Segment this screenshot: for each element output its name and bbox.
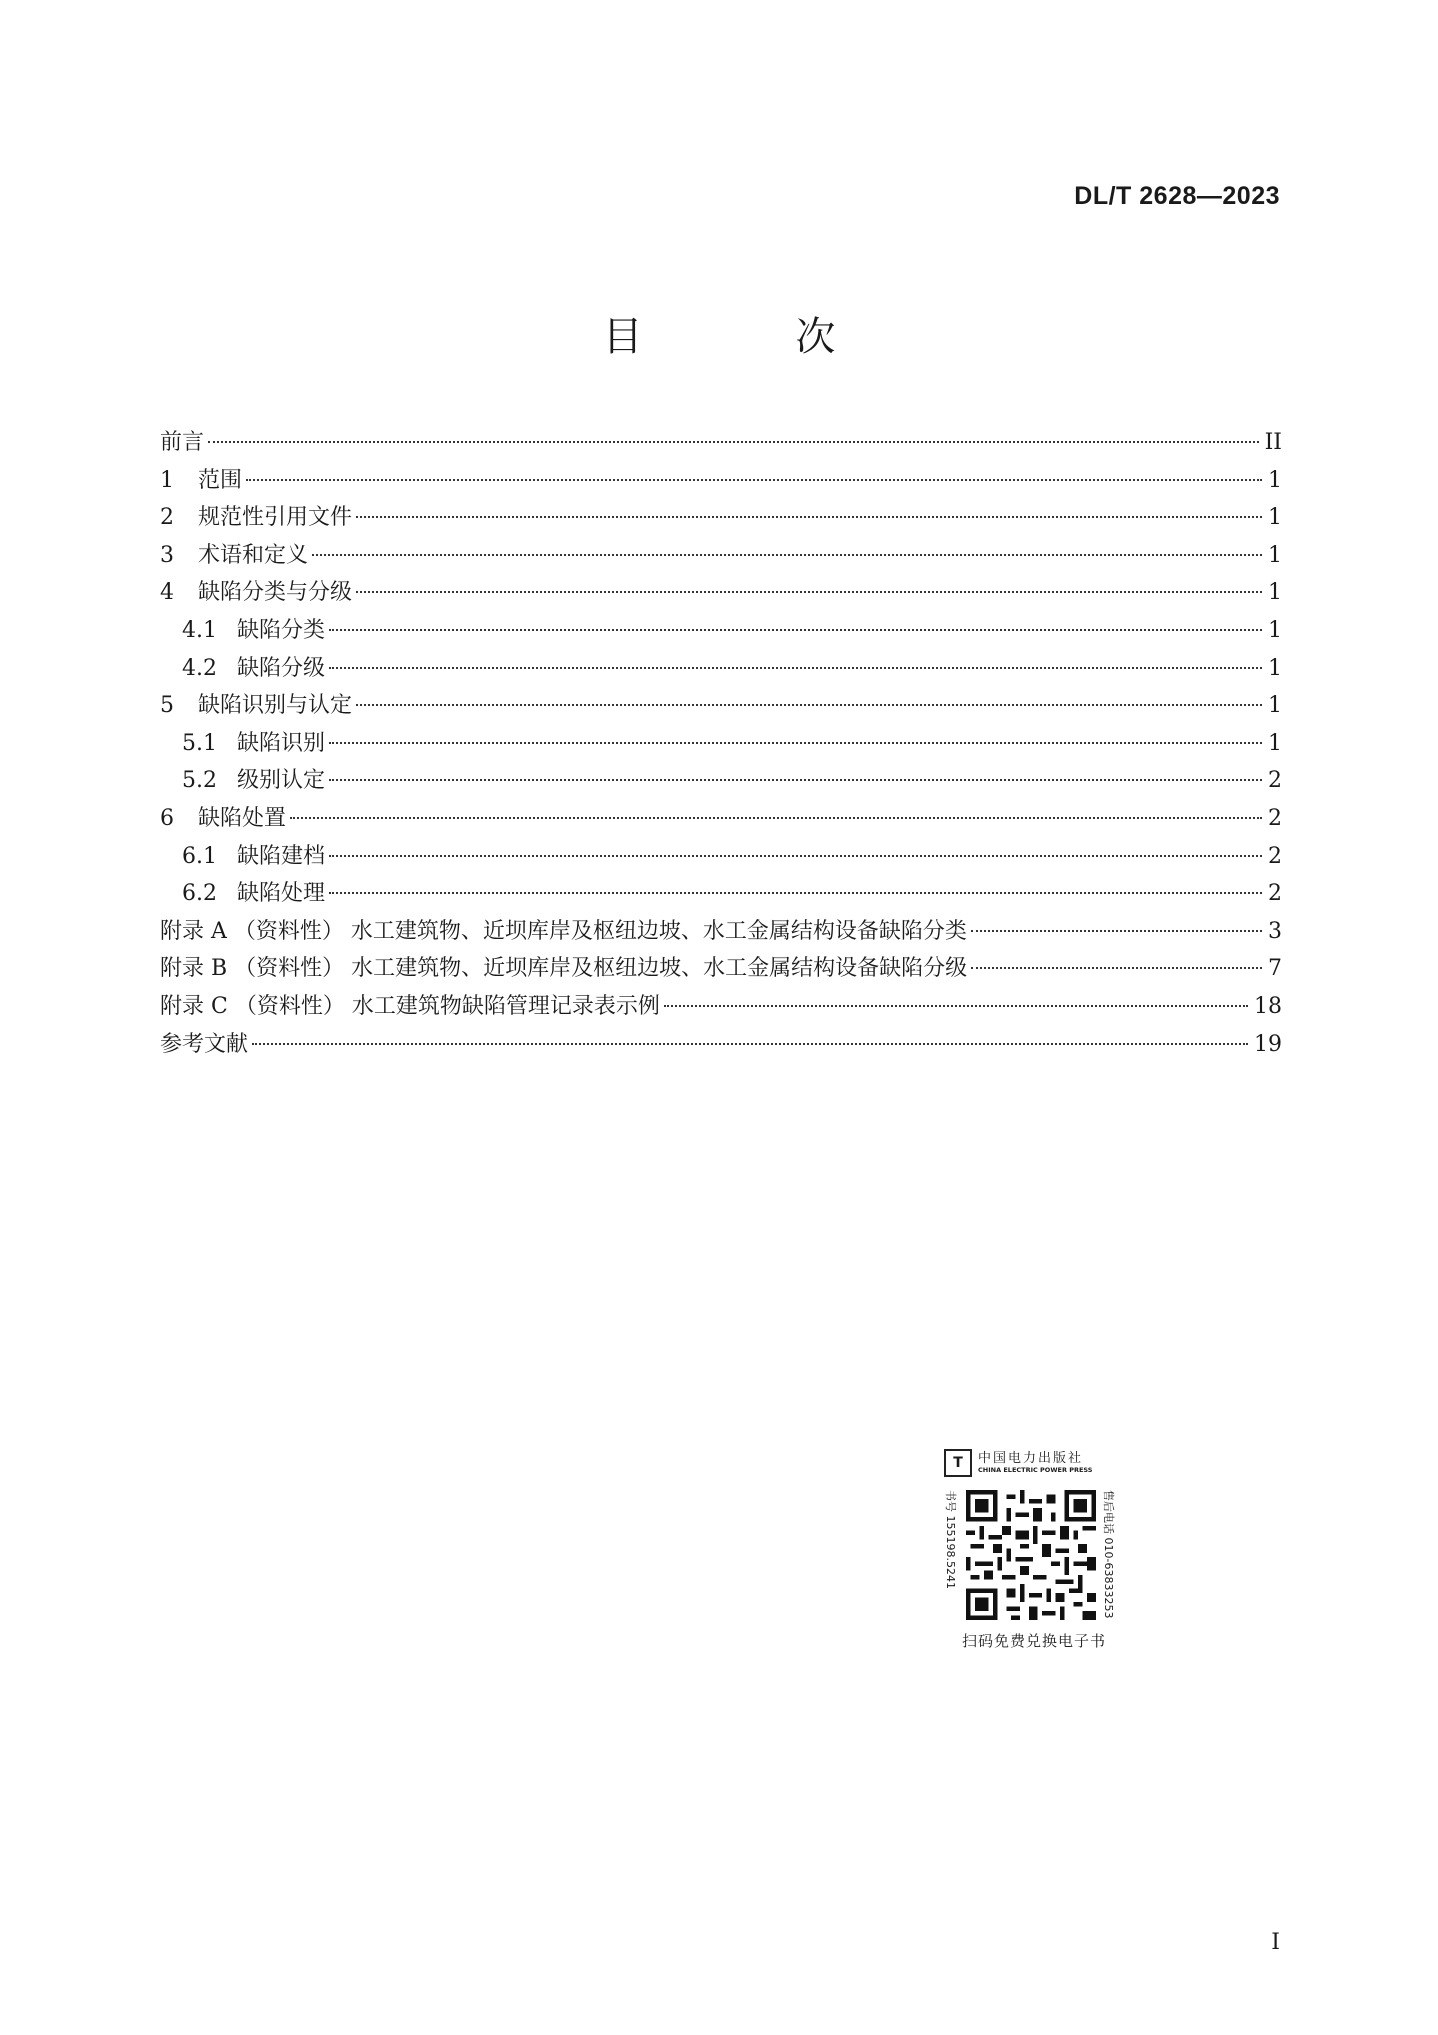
toc-entry-label: 缺陷处置 xyxy=(198,805,287,831)
toc-entry[interactable] xyxy=(160,1026,1282,1064)
toc-leader-dots xyxy=(329,629,1262,631)
toc-entry[interactable] xyxy=(160,462,1282,500)
toc-leader-dots xyxy=(356,516,1262,518)
page-title: 目 次 xyxy=(602,314,906,360)
toc-leader-dots xyxy=(312,554,1262,556)
toc-entry-label: 前言 xyxy=(160,430,205,455)
toc-entry[interactable] xyxy=(160,499,1282,537)
toc-entry[interactable] xyxy=(160,650,1282,688)
toc-entry-page: 1 xyxy=(1268,655,1282,681)
toc-entry-page: 2 xyxy=(1268,805,1282,831)
toc-leader-dots xyxy=(208,441,1259,443)
toc-entry[interactable] xyxy=(160,913,1282,951)
standard-number: DL/T 2628—2023 xyxy=(1074,182,1280,210)
toc-entry-number: 1 xyxy=(160,467,174,493)
toc-entry-label: 缺陷识别 xyxy=(237,730,326,756)
toc-leader-dots xyxy=(329,742,1262,744)
toc-entry[interactable] xyxy=(160,950,1282,988)
toc-entry-label: 级别认定 xyxy=(237,768,326,794)
toc-entry[interactable] xyxy=(160,800,1282,838)
toc-entry-page: 7 xyxy=(1268,956,1282,982)
table-of-contents xyxy=(160,424,1282,1063)
toc-entry[interactable] xyxy=(160,574,1282,612)
toc-leader-dots xyxy=(664,1005,1248,1007)
book-number: 书号 155198.5241 xyxy=(944,1490,957,1589)
toc-entry-number: 4.1 xyxy=(182,617,217,643)
toc-entry[interactable] xyxy=(160,424,1282,462)
toc-entry-number: 6.2 xyxy=(182,881,217,907)
toc-entry-page: 2 xyxy=(1268,843,1282,869)
qr-code-icon[interactable] xyxy=(966,1490,1096,1620)
toc-entry-page: II xyxy=(1264,430,1282,455)
toc-leader-dots xyxy=(246,479,1262,481)
publisher-logo xyxy=(944,1446,1124,1480)
toc-entry[interactable] xyxy=(160,988,1282,1026)
toc-entry-page: 2 xyxy=(1268,881,1282,907)
toc-entry[interactable] xyxy=(160,875,1282,913)
toc-leader-dots xyxy=(329,667,1262,669)
publisher-name-cn: 中国电力出版社 xyxy=(978,1451,1084,1467)
qr-caption: 扫码免费兑换电子书 xyxy=(961,1632,1106,1650)
toc-entry-number: 3 xyxy=(160,542,174,568)
toc-entry[interactable] xyxy=(160,838,1282,876)
toc-entry[interactable] xyxy=(160,612,1282,650)
toc-entry-page: 1 xyxy=(1268,693,1282,719)
toc-leader-dots xyxy=(329,779,1262,781)
toc-entry-label: 范围 xyxy=(198,467,243,493)
toc-entry-page: 1 xyxy=(1268,467,1282,493)
toc-entry-label: 缺陷分类 xyxy=(237,617,326,643)
toc-entry-number: 2 xyxy=(160,505,174,531)
toc-entry[interactable] xyxy=(160,537,1282,575)
toc-leader-dots xyxy=(356,591,1262,593)
toc-entry-page: 18 xyxy=(1254,993,1282,1019)
toc-entry-number: 5 xyxy=(160,693,174,719)
toc-entry[interactable] xyxy=(160,687,1282,725)
toc-leader-dots xyxy=(971,967,1262,969)
toc-entry-label: 附录 C （资料性） 水工建筑物缺陷管理记录表示例 xyxy=(160,993,660,1019)
toc-leader-dots xyxy=(356,704,1262,706)
toc-leader-dots xyxy=(252,1043,1248,1045)
toc-entry-page: 19 xyxy=(1254,1031,1282,1057)
toc-entry-number: 4.2 xyxy=(182,655,217,681)
toc-entry-label: 缺陷识别与认定 xyxy=(198,693,353,719)
publisher-name-en: CHINA ELECTRIC POWER PRESS xyxy=(978,1465,1093,1474)
toc-entry-label: 参考文献 xyxy=(160,1031,249,1057)
toc-entry-page: 1 xyxy=(1268,542,1282,568)
toc-entry-page: 1 xyxy=(1268,617,1282,643)
toc-entry-number: 6 xyxy=(160,805,174,831)
toc-entry-label: 附录 B （资料性） 水工建筑物、近坝库岸及枢纽边坡、水工金属结构设备缺陷分级 xyxy=(160,956,968,982)
toc-entry-number: 5.2 xyxy=(182,768,217,794)
toc-entry-page: 3 xyxy=(1268,918,1282,944)
toc-entry-label: 规范性引用文件 xyxy=(198,505,353,531)
toc-entry-page: 1 xyxy=(1268,730,1282,756)
publisher-mark-icon: T xyxy=(944,1449,972,1477)
toc-entry-number: 5.1 xyxy=(182,730,217,756)
toc-entry-label: 缺陷处理 xyxy=(237,881,326,907)
toc-entry[interactable] xyxy=(160,725,1282,763)
toc-entry-number: 4 xyxy=(160,580,174,606)
page-number: I xyxy=(1271,1930,1280,1955)
toc-entry-page: 1 xyxy=(1268,580,1282,606)
service-phone: 售后电话 010-63833253 xyxy=(1102,1490,1115,1619)
toc-entry-label: 缺陷建档 xyxy=(237,843,326,869)
toc-entry[interactable] xyxy=(160,762,1282,800)
toc-leader-dots xyxy=(971,930,1262,932)
toc-entry-label: 术语和定义 xyxy=(198,542,309,568)
toc-entry-number: 6.1 xyxy=(182,843,217,869)
toc-entry-page: 2 xyxy=(1268,768,1282,794)
toc-entry-label: 附录 A （资料性） 水工建筑物、近坝库岸及枢纽边坡、水工金属结构设备缺陷分类 xyxy=(160,918,967,944)
toc-entry-label: 缺陷分类与分级 xyxy=(198,580,353,606)
toc-leader-dots xyxy=(290,817,1262,819)
toc-entry-label: 缺陷分级 xyxy=(237,655,326,681)
qr-block xyxy=(944,1446,1124,1706)
toc-leader-dots xyxy=(329,855,1262,857)
toc-leader-dots xyxy=(329,892,1262,894)
toc-entry-page: 1 xyxy=(1268,505,1282,531)
